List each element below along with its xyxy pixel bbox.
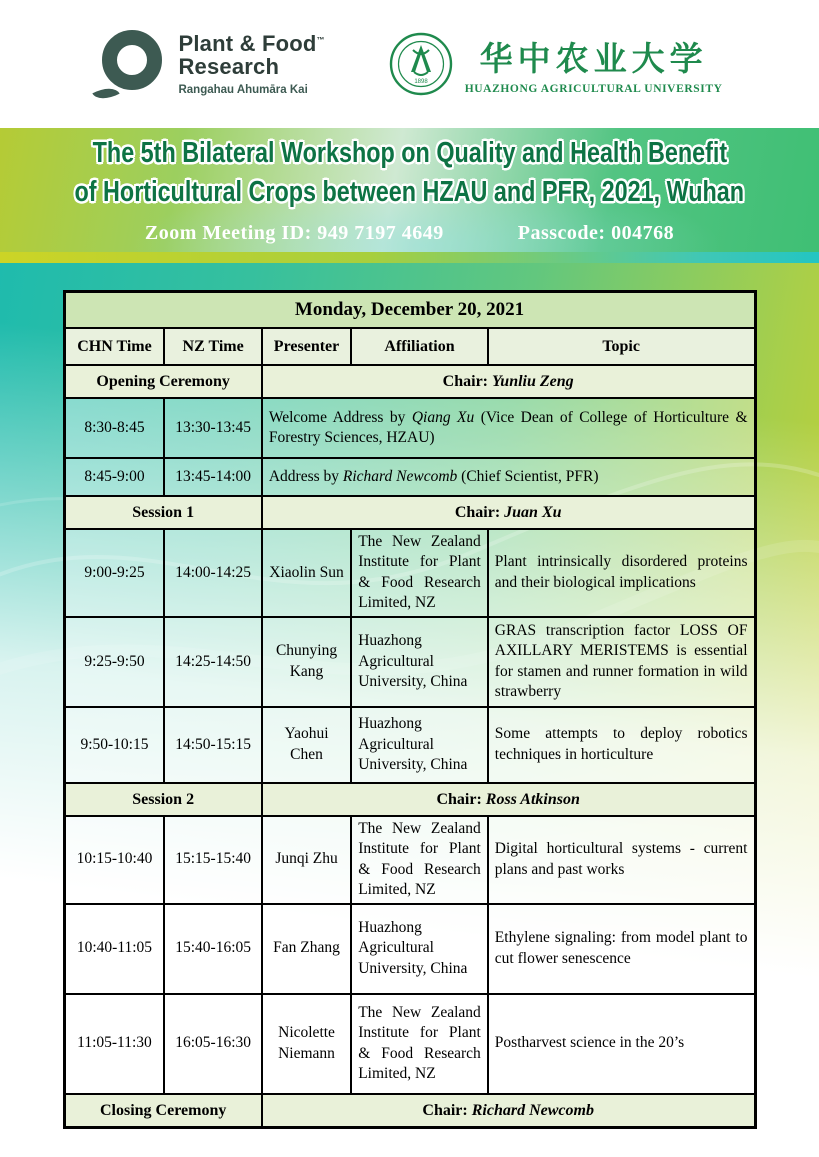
- section-row-session2: [64, 783, 755, 816]
- section-chair: Chair: Juan Xu: [262, 496, 755, 529]
- chn-time-cell: 8:30-8:45: [64, 398, 164, 458]
- hzau-english-name: HUAZHONG AGRICULTURAL UNIVERSITY: [464, 83, 723, 95]
- table-row: [64, 904, 755, 994]
- workshop-title-line2: of Horticultural Crops between HZAU and PFR, 2021, Wuhan: [74, 175, 745, 208]
- section-row-closing: [64, 1094, 755, 1128]
- nz-time-cell: 15:15-15:40: [164, 816, 261, 904]
- affiliation-cell: Huazhong Agricultural University, China: [351, 617, 488, 707]
- col-header-presenter: Presenter: [262, 328, 351, 365]
- col-header-topic: Topic: [488, 328, 755, 365]
- topic-cell: Digital horticultural systems - current plans and past works: [488, 816, 755, 904]
- table-row: [64, 617, 755, 707]
- speaker-name: Richard Newcomb: [342, 467, 458, 485]
- section-label: Opening Ceremony: [64, 365, 262, 398]
- chn-time-cell: 9:25-9:50: [64, 617, 164, 707]
- table-row: [64, 398, 755, 458]
- speaker-name: Qiang Xu: [411, 408, 475, 426]
- section-chair: Chair: Yunliu Zeng: [262, 365, 755, 398]
- topic-cell: Ethylene signaling: from model plant to cut flower senescence: [488, 904, 755, 994]
- hzau-seal-icon: [389, 32, 453, 96]
- table-row: [64, 458, 755, 496]
- hzau-logo: [389, 32, 723, 96]
- column-header-row: [64, 328, 755, 365]
- divider-stripe: [0, 252, 819, 263]
- nz-time-cell: 14:25-14:50: [164, 617, 261, 707]
- schedule-body: [0, 263, 819, 1157]
- section-row-opening: [64, 365, 755, 398]
- topic-cell: Some attempts to deploy robotics techniques in horticulture: [488, 707, 755, 783]
- affiliation-cell: Huazhong Agricultural University, China: [351, 904, 488, 994]
- logo-header: [0, 0, 819, 128]
- schedule-table: [63, 290, 757, 1129]
- title-banner: [0, 128, 819, 252]
- section-row-session1: [64, 496, 755, 529]
- table-row: [64, 529, 755, 617]
- nz-time-cell: 15:40-16:05: [164, 904, 261, 994]
- nz-time-cell: 13:30-13:45: [164, 398, 261, 458]
- topic-cell: Plant intrinsically disordered proteins and their biological implications: [488, 529, 755, 617]
- topic-cell: GRAS transcription factor LOSS OF AXILLARY MERISTEMS is essential for stamen and runner formation in wild strawberry: [488, 617, 755, 707]
- affiliation-cell: The New Zealand Institute for Plant & Food Research Limited, NZ: [351, 816, 488, 904]
- speech-cell: Welcome Address by Qiang Xu (Vice Dean of College of Horticulture & Forestry Sciences, HZAU): [262, 398, 755, 458]
- hzau-chinese-name: 华中农业大学: [479, 39, 708, 78]
- nz-time-cell: 13:45-14:00: [164, 458, 261, 496]
- presenter-cell: Xiaolin Sun: [262, 529, 351, 617]
- col-header-nz-time: NZ Time: [164, 328, 261, 365]
- chn-time-cell: 10:15-10:40: [64, 816, 164, 904]
- section-label: Session 1: [64, 496, 262, 529]
- pfr-maori-name: Rangahau Ahumāra Kai: [178, 83, 308, 96]
- trademark-symbol: ™: [316, 36, 325, 46]
- pfr-name-line2: Research: [178, 54, 280, 80]
- svg-text:1898: 1898: [414, 79, 428, 85]
- nz-time-cell: 14:00-14:25: [164, 529, 261, 617]
- table-row: [64, 994, 755, 1094]
- chn-time-cell: 10:40-11:05: [64, 904, 164, 994]
- chn-time-cell: 9:50-10:15: [64, 707, 164, 783]
- topic-cell: Postharvest science in the 20’s: [488, 994, 755, 1094]
- section-chair: Chair: Ross Atkinson: [262, 783, 755, 816]
- date-header: Monday, December 20, 2021: [64, 292, 755, 329]
- affiliation-cell: The New Zealand Institute for Plant & Food Research Limited, NZ: [351, 994, 488, 1094]
- section-label: Session 2: [64, 783, 262, 816]
- table-row: [64, 816, 755, 904]
- table-row: [64, 707, 755, 783]
- date-header-row: [64, 292, 755, 329]
- section-chair: Chair: Richard Newcomb: [262, 1094, 755, 1128]
- speech-cell: Address by Richard Newcomb (Chief Scientist, PFR): [262, 458, 755, 496]
- affiliation-cell: Huazhong Agricultural University, China: [351, 707, 488, 783]
- chn-time-cell: 8:45-9:00: [64, 458, 164, 496]
- col-header-chn-time: CHN Time: [64, 328, 164, 365]
- zoom-meeting-id: Zoom Meeting ID: 949 7197 4649: [144, 221, 444, 244]
- pfr-logo: [96, 28, 324, 100]
- section-label: Closing Ceremony: [64, 1094, 262, 1128]
- zoom-passcode: Passcode: 004768: [517, 221, 675, 244]
- presenter-cell: Junqi Zhu: [262, 816, 351, 904]
- col-header-affiliation: Affiliation: [351, 328, 488, 365]
- workshop-title-line1: The 5th Bilateral Workshop on Quality and Health Benefit: [92, 136, 727, 169]
- pfr-name-line1: Plant & Food: [178, 31, 317, 57]
- chn-time-cell: 11:05-11:30: [64, 994, 164, 1094]
- presenter-cell: Chunying Kang: [262, 617, 351, 707]
- nz-time-cell: 14:50-15:15: [164, 707, 261, 783]
- presenter-cell: Yaohui Chen: [262, 707, 351, 783]
- presenter-cell: Fan Zhang: [262, 904, 351, 994]
- affiliation-cell: The New Zealand Institute for Plant & Food Research Limited, NZ: [351, 529, 488, 617]
- pfr-ring-icon: [96, 28, 162, 100]
- nz-time-cell: 16:05-16:30: [164, 994, 261, 1094]
- presenter-cell: Nicolette Niemann: [262, 994, 351, 1094]
- chn-time-cell: 9:00-9:25: [64, 529, 164, 617]
